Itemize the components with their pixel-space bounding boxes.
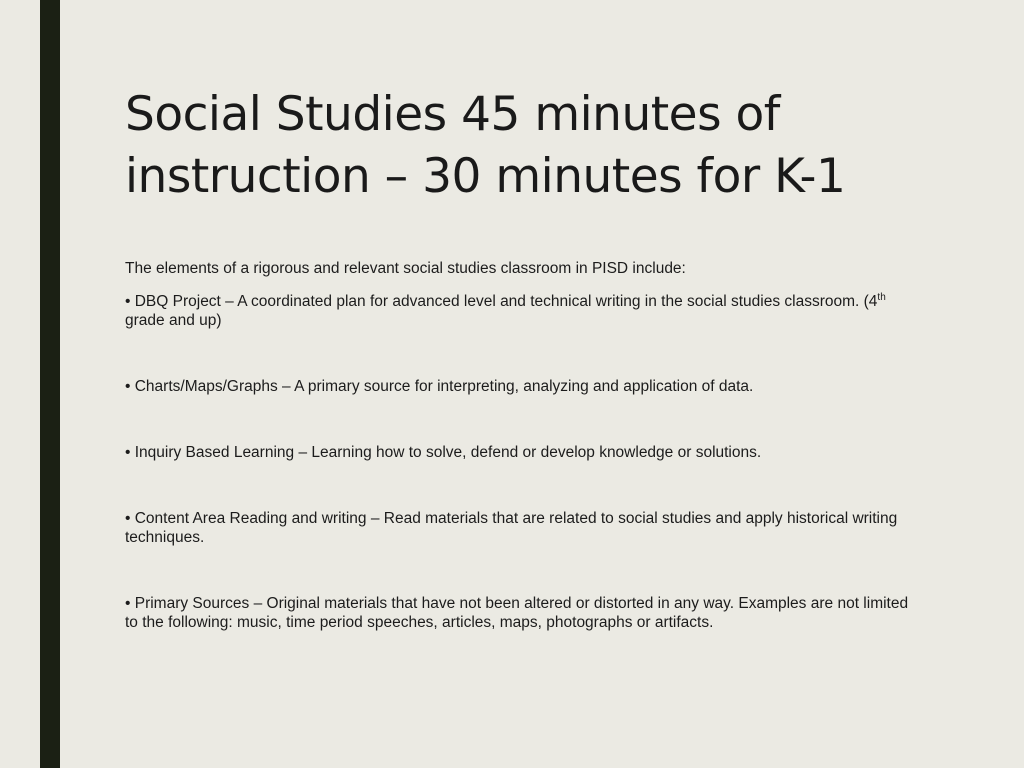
slide-title-line-1: Social Studies 45 minutes of <box>125 87 780 142</box>
slide-title-line-2: instruction – 30 minutes for K-1 <box>125 149 846 204</box>
bullet-dbq-superscript: th <box>877 291 886 303</box>
bullet-dbq-text-end: grade and up) <box>125 312 222 329</box>
bullet-dbq-project <box>125 292 915 330</box>
bullet-charts-maps-graphs: • Charts/Maps/Graphs – A primary source for interpreting, analyzing and application of data. <box>125 378 754 395</box>
bullet-dbq-text: • DBQ Project – A coordinated plan for advanced level and technical writing in the social studies classroom. (4 <box>125 293 878 310</box>
left-accent-bar <box>40 0 60 768</box>
slide-body <box>125 259 915 679</box>
bullet-inquiry-based-learning: • Inquiry Based Learning – Learning how to solve, defend or develop knowledge or solutions. <box>125 444 762 461</box>
bullet-primary-sources: • Primary Sources – Original materials that have not been altered or distorted in any way. Examples are not limited to the following: music, time period speeches, articles, maps, photographs or artifacts. <box>125 595 909 631</box>
slide-title <box>125 84 985 208</box>
intro-text: The elements of a rigorous and relevant social studies classroom in PISD include: <box>125 260 686 277</box>
bullet-content-area-reading: • Content Area Reading and writing – Read materials that are related to social studies and apply historical writing techniques. <box>125 510 898 546</box>
